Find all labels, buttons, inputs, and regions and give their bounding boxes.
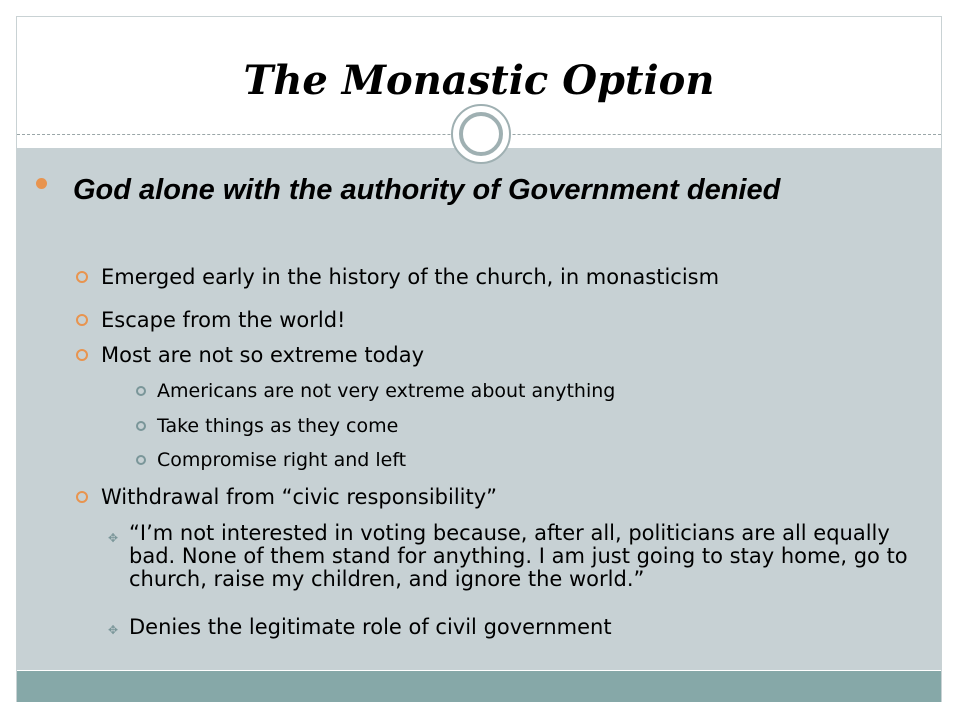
small-circle-bullet-icon [136, 386, 146, 396]
point-item: Emerged early in the history of the church, in monasticism [101, 265, 720, 289]
small-circle-bullet-icon [136, 421, 146, 431]
main-point: God alone with the authority of Government denied [73, 174, 781, 206]
slide-title: The Monastic Option [243, 57, 715, 104]
point-item: Withdrawal from “civic responsibility” [101, 485, 498, 509]
ornamental-x-bullet-icon: ✥ [108, 623, 119, 637]
subpoint-item: Take things as they come [157, 415, 399, 437]
subpoint-item: Americans are not very extreme about anything [157, 380, 616, 402]
ornamental-x-bullet-icon: ✥ [108, 531, 119, 545]
quote-item: “I’m not interested in voting because, after all, politicians are all equally bad. None of them stand for anything. I am just going to stay home, go to church, raise my children, and ignore the world.” [129, 521, 908, 591]
hollow-circle-bullet-icon [76, 491, 88, 503]
subpoint-item: Compromise right and left [157, 449, 407, 471]
hollow-circle-bullet-icon [76, 349, 88, 361]
filled-circle-bullet-icon [36, 178, 47, 189]
denies-item: Denies the legitimate role of civil government [129, 615, 612, 639]
point-item: Most are not so extreme today [101, 343, 425, 367]
hollow-circle-bullet-icon [76, 271, 88, 283]
small-circle-bullet-icon [136, 455, 146, 465]
hollow-circle-bullet-icon [76, 314, 88, 326]
content-area [17, 148, 941, 670]
circle-ornament-icon [451, 104, 511, 164]
point-item: Escape from the world! [101, 308, 346, 332]
circle-ornament-inner [459, 112, 503, 156]
footer-bar [17, 671, 941, 702]
